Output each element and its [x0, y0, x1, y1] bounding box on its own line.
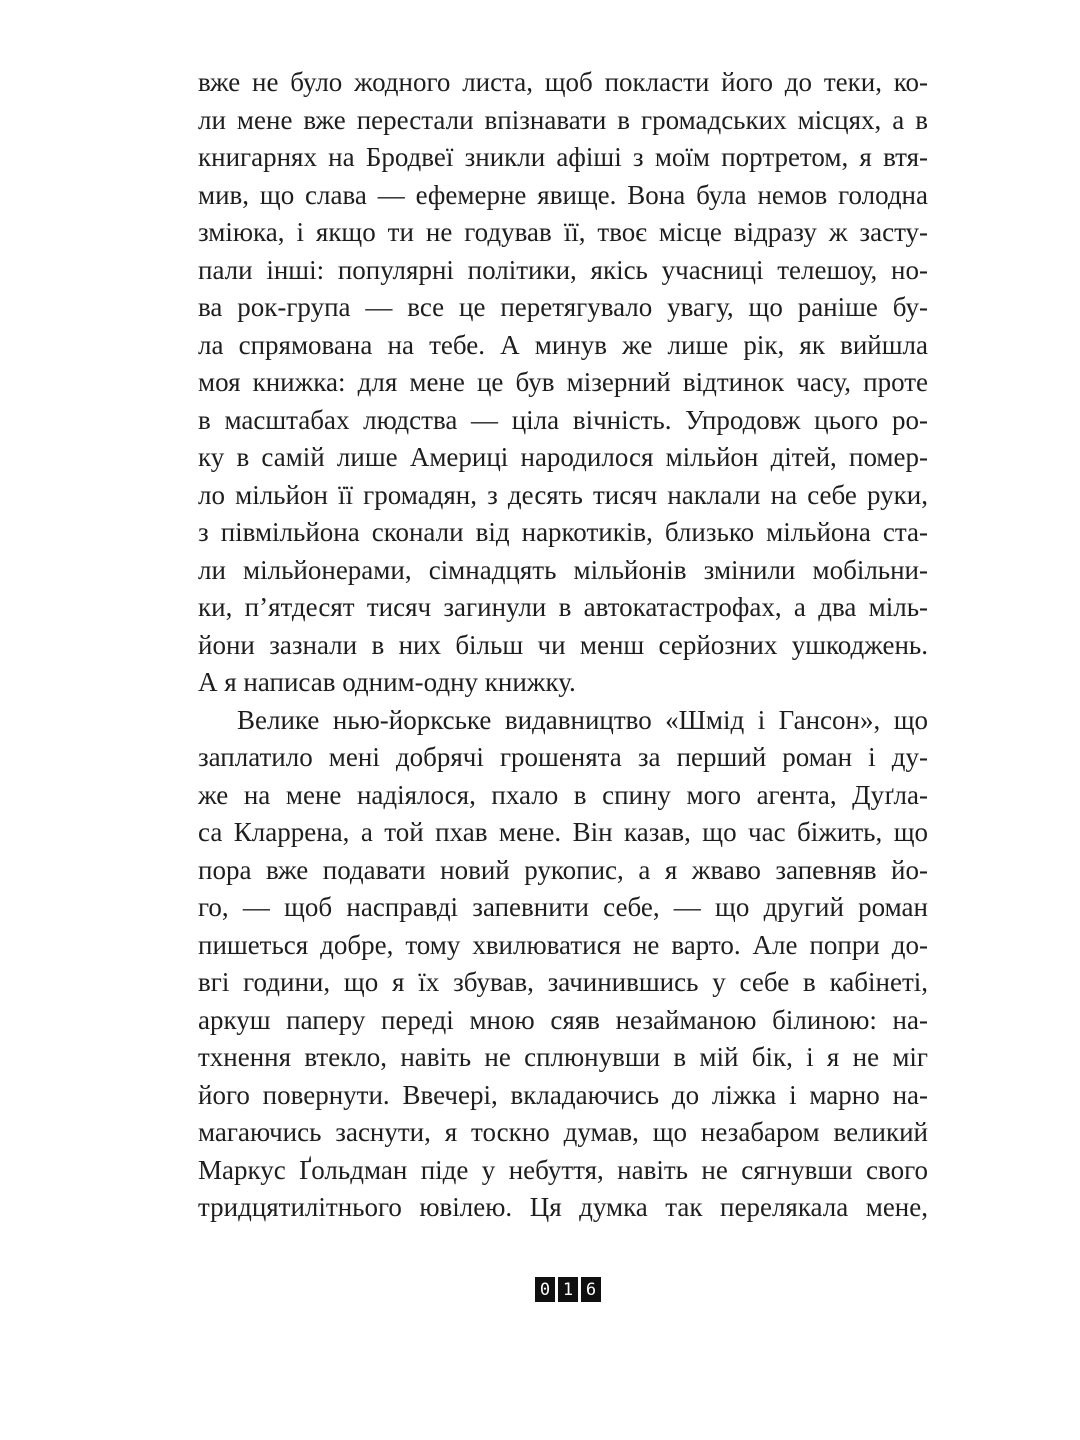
text-line: ло мільйон її громадян, з десять тисяч наклали на себе руки,: [198, 479, 928, 510]
text-line: аркуш паперу переді мною сяяв незайманою білиною: на-: [198, 1004, 928, 1035]
text-line: книгарнях на Бродвеї зникли афіші з моїм портретом, я втя-: [198, 142, 928, 172]
text-line: магаючись заснути, я тоскно думав, що незабаром великий: [198, 1117, 928, 1147]
text-line: ли мене вже перестали впізнавати в громадських місцях, а в: [198, 104, 928, 135]
text-line: тридцятилітнього ювілею. Ця думка так перелякала мене,: [198, 1192, 928, 1222]
text-line: вгі години, що я їх збував, зачинившись у себе в кабінеті,: [198, 967, 928, 997]
text-line: пали інші: популярні політики, якісь учасниці телешоу, но-: [198, 254, 928, 285]
text-line: заплатило мені добрячі грошенята за перший роман і ду-: [198, 742, 928, 772]
text-line: Велике нью-йоркське видавництво «Шмід і Гансон», що: [237, 704, 928, 735]
page-number-digit: 1: [558, 1277, 578, 1302]
text-line: моя книжка: для мене це був мізерний відтинок часу, проте: [198, 367, 928, 397]
text-line: ки, п’ятдесят тисяч загинули в автокатастрофах, а два міль-: [198, 592, 928, 622]
paragraph: [198, 64, 928, 702]
text-line: го, — щоб насправді запевнити себе, — що другий роман: [198, 892, 928, 922]
page-number: [535, 1277, 601, 1302]
text-line: са Кларрена, а той пхав мене. Він казав, що час біжить, що: [198, 817, 928, 847]
paragraph: [198, 702, 928, 1227]
text-line: ли мільйонерами, сімнадцять мільйонів змінили мобільни-: [198, 554, 928, 585]
text-line: пишеться добре, тому хвилюватися не варто. Але попри до-: [198, 929, 928, 960]
text-line: А я написав одним-одну книжку.: [198, 667, 576, 697]
text-line: ва рок-група — все це перетягувало увагу, що раніше бу-: [198, 292, 928, 322]
text-line: Маркус Ґольдман піде у небуття, навіть не сягнувши свого: [198, 1154, 928, 1185]
text-line: його повернути. Ввечері, вкладаючись до ліжка і марно на-: [198, 1079, 928, 1110]
text-line: же на мене надіялося, пхало в спину мого агента, Дуґла-: [198, 779, 928, 810]
text-line: тхнення втекло, навіть не сплюнувши в мій бік, і я не міг: [198, 1042, 928, 1072]
page-number-digit: 0: [535, 1277, 555, 1302]
text-block: [198, 64, 928, 1227]
text-line: в масштабах людства — ціла вічність. Упродовж цього ро-: [198, 404, 928, 435]
text-line: йони зазнали в них більш чи менш серйозних ушкоджень.: [198, 629, 928, 660]
page-number-digit: 6: [581, 1277, 601, 1302]
text-line: мив, що слава — ефемерне явище. Вона була немов голодна: [198, 179, 928, 210]
text-line: ку в самій лише Америці народилося мільйон дітей, помер-: [198, 442, 928, 472]
text-line: зміюка, і якщо ти не годував її, твоє місце відразу ж засту-: [198, 217, 928, 247]
text-line: з півмільйона сконали від наркотиків, близько мільйона ста-: [198, 517, 928, 547]
text-line: ла спрямована на тебе. А минув же лише рік, як вийшла: [198, 329, 928, 360]
text-line: пора вже подавати новий рукопис, а я жваво запевняв йо-: [198, 854, 928, 885]
text-line: вже не було жодного листа, щоб покласти його до теки, ко-: [198, 67, 928, 97]
